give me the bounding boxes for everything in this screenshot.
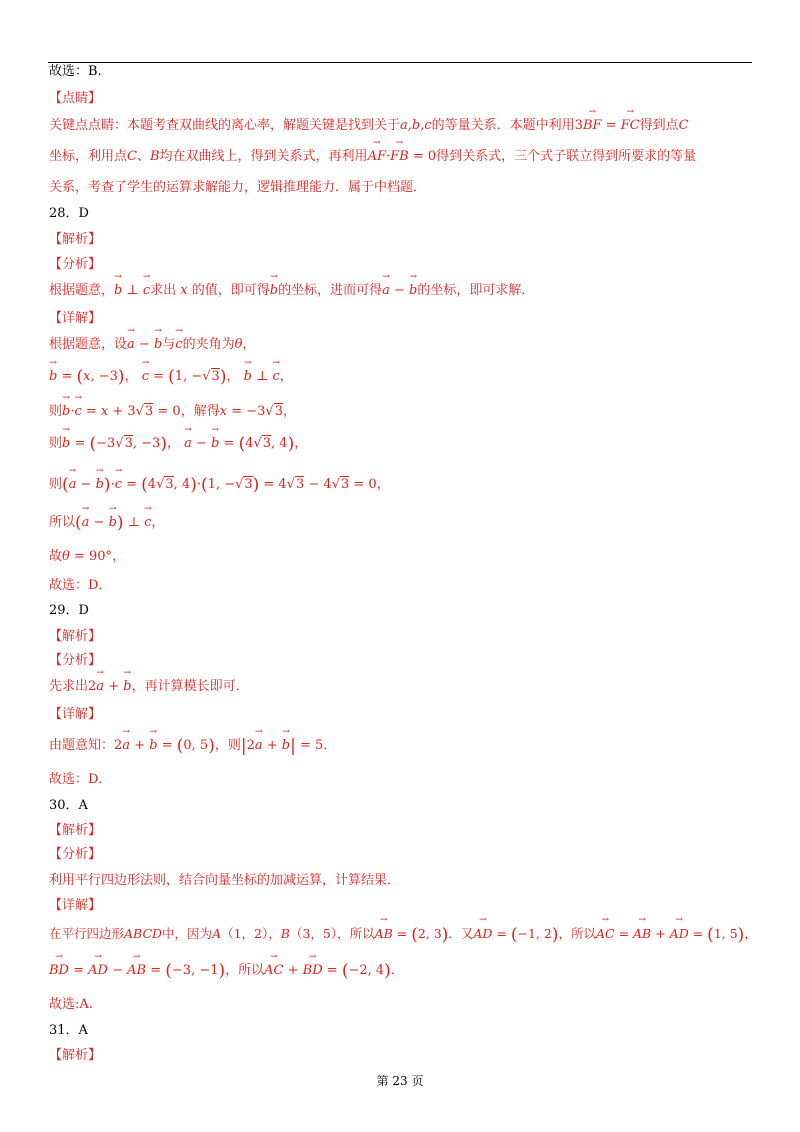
q28-detail-1: 根据题意，设→ a − → b与→ c的夹角为θ， [49,336,255,354]
q30-detail-1: 在平行四边形ABCD中，因为A（1，2），B（3，5），所以→ AB = (2, 3)．又→ AD = (−1, 2)，所以→ AC = → AB + → AD = (1, 5)， [49,925,757,944]
q30-jiexi: 【解析】 [49,823,102,838]
q29-jiexi: 【解析】 [49,629,102,644]
q28-fenxi: 【分析】 [49,257,102,272]
tip-line-1: 关键点点睛：本题考查双曲线的离心率，解题关键是找到关于a,b,c的等量关系．本题中利用3→ BF = → FC得到点C [49,117,689,135]
q30-detail-2: → BD = → AD − → AB = (−3, −1)，所以→ AC + → BD = (−2, 4)． [49,962,404,980]
q28-detail-4: 则→ b = (−3√3, −3)， → a − → b = (4√3, 4)， [49,435,307,453]
q30-fenxi: 【分析】 [49,847,102,862]
q28-analysis: 根据题意，→ b ⊥ → c求出 x 的值，即可得→ b的坐标，进而可得→ a − → b的坐标，即可求解． [49,282,534,300]
tip-line-3: 关系，考查了学生的运算求解能力，逻辑推理能力．属于中档题． [49,180,427,195]
tip-line-2: 坐标，利用点C、B均在双曲线上，得到关系式，再利用→ AF·→ FB = 0得到关系式，三个式子联立得到所要求的等量 [49,148,696,166]
q28-detail-6: 所以(→ a − → b) ⊥ → c， [49,514,164,532]
q29-analysis: 先求出2→ a + → b，再计算模长即可． [49,678,249,696]
q28-detail-3: 则→ b·→ c = x + 3√3 = 0，解得x = −3√3， [49,403,296,421]
q28-answer: 故选：D． [49,578,112,593]
answer-b: 故选：B. [49,64,102,79]
q30-title: 30．A [49,798,88,813]
q31-title: 31．A [49,1023,88,1038]
q28-xiangjie: 【详解】 [49,311,102,326]
tip-heading: 【点睛】 [49,91,102,106]
q28-jiexi: 【解析】 [49,232,102,247]
q30-answer: 故选:A. [49,997,93,1012]
q29-xiangjie: 【详解】 [49,707,102,722]
q29-answer: 故选：D． [49,772,112,787]
q30-xiangjie: 【详解】 [49,898,102,913]
q29-fenxi: 【分析】 [49,653,102,668]
header-rule [48,62,752,63]
q29-detail: 由题意知：2→ a + → b = (0, 5)，则|2→ a + → b| = 5． [49,737,336,755]
q29-title: 29．D [49,603,89,618]
page-number: 第 23 页 [376,1074,424,1088]
q28-detail-7: 故θ = 90°， [49,549,126,564]
q31-jiexi: 【解析】 [49,1048,102,1063]
q30-analysis: 利用平行四边形法则，结合向量坐标的加减运算，计算结果． [49,873,401,888]
q28-title: 28．D [49,206,89,221]
q28-detail-2: → b = (x, −3)， → c = (1, −√3)， → b ⊥ → c， [49,368,293,386]
q28-detail-5: 则(→ a − → b)·→ c = (4√3, 4)·(1, −√3) = 4√3 − 4√3 = 0， [49,476,390,494]
